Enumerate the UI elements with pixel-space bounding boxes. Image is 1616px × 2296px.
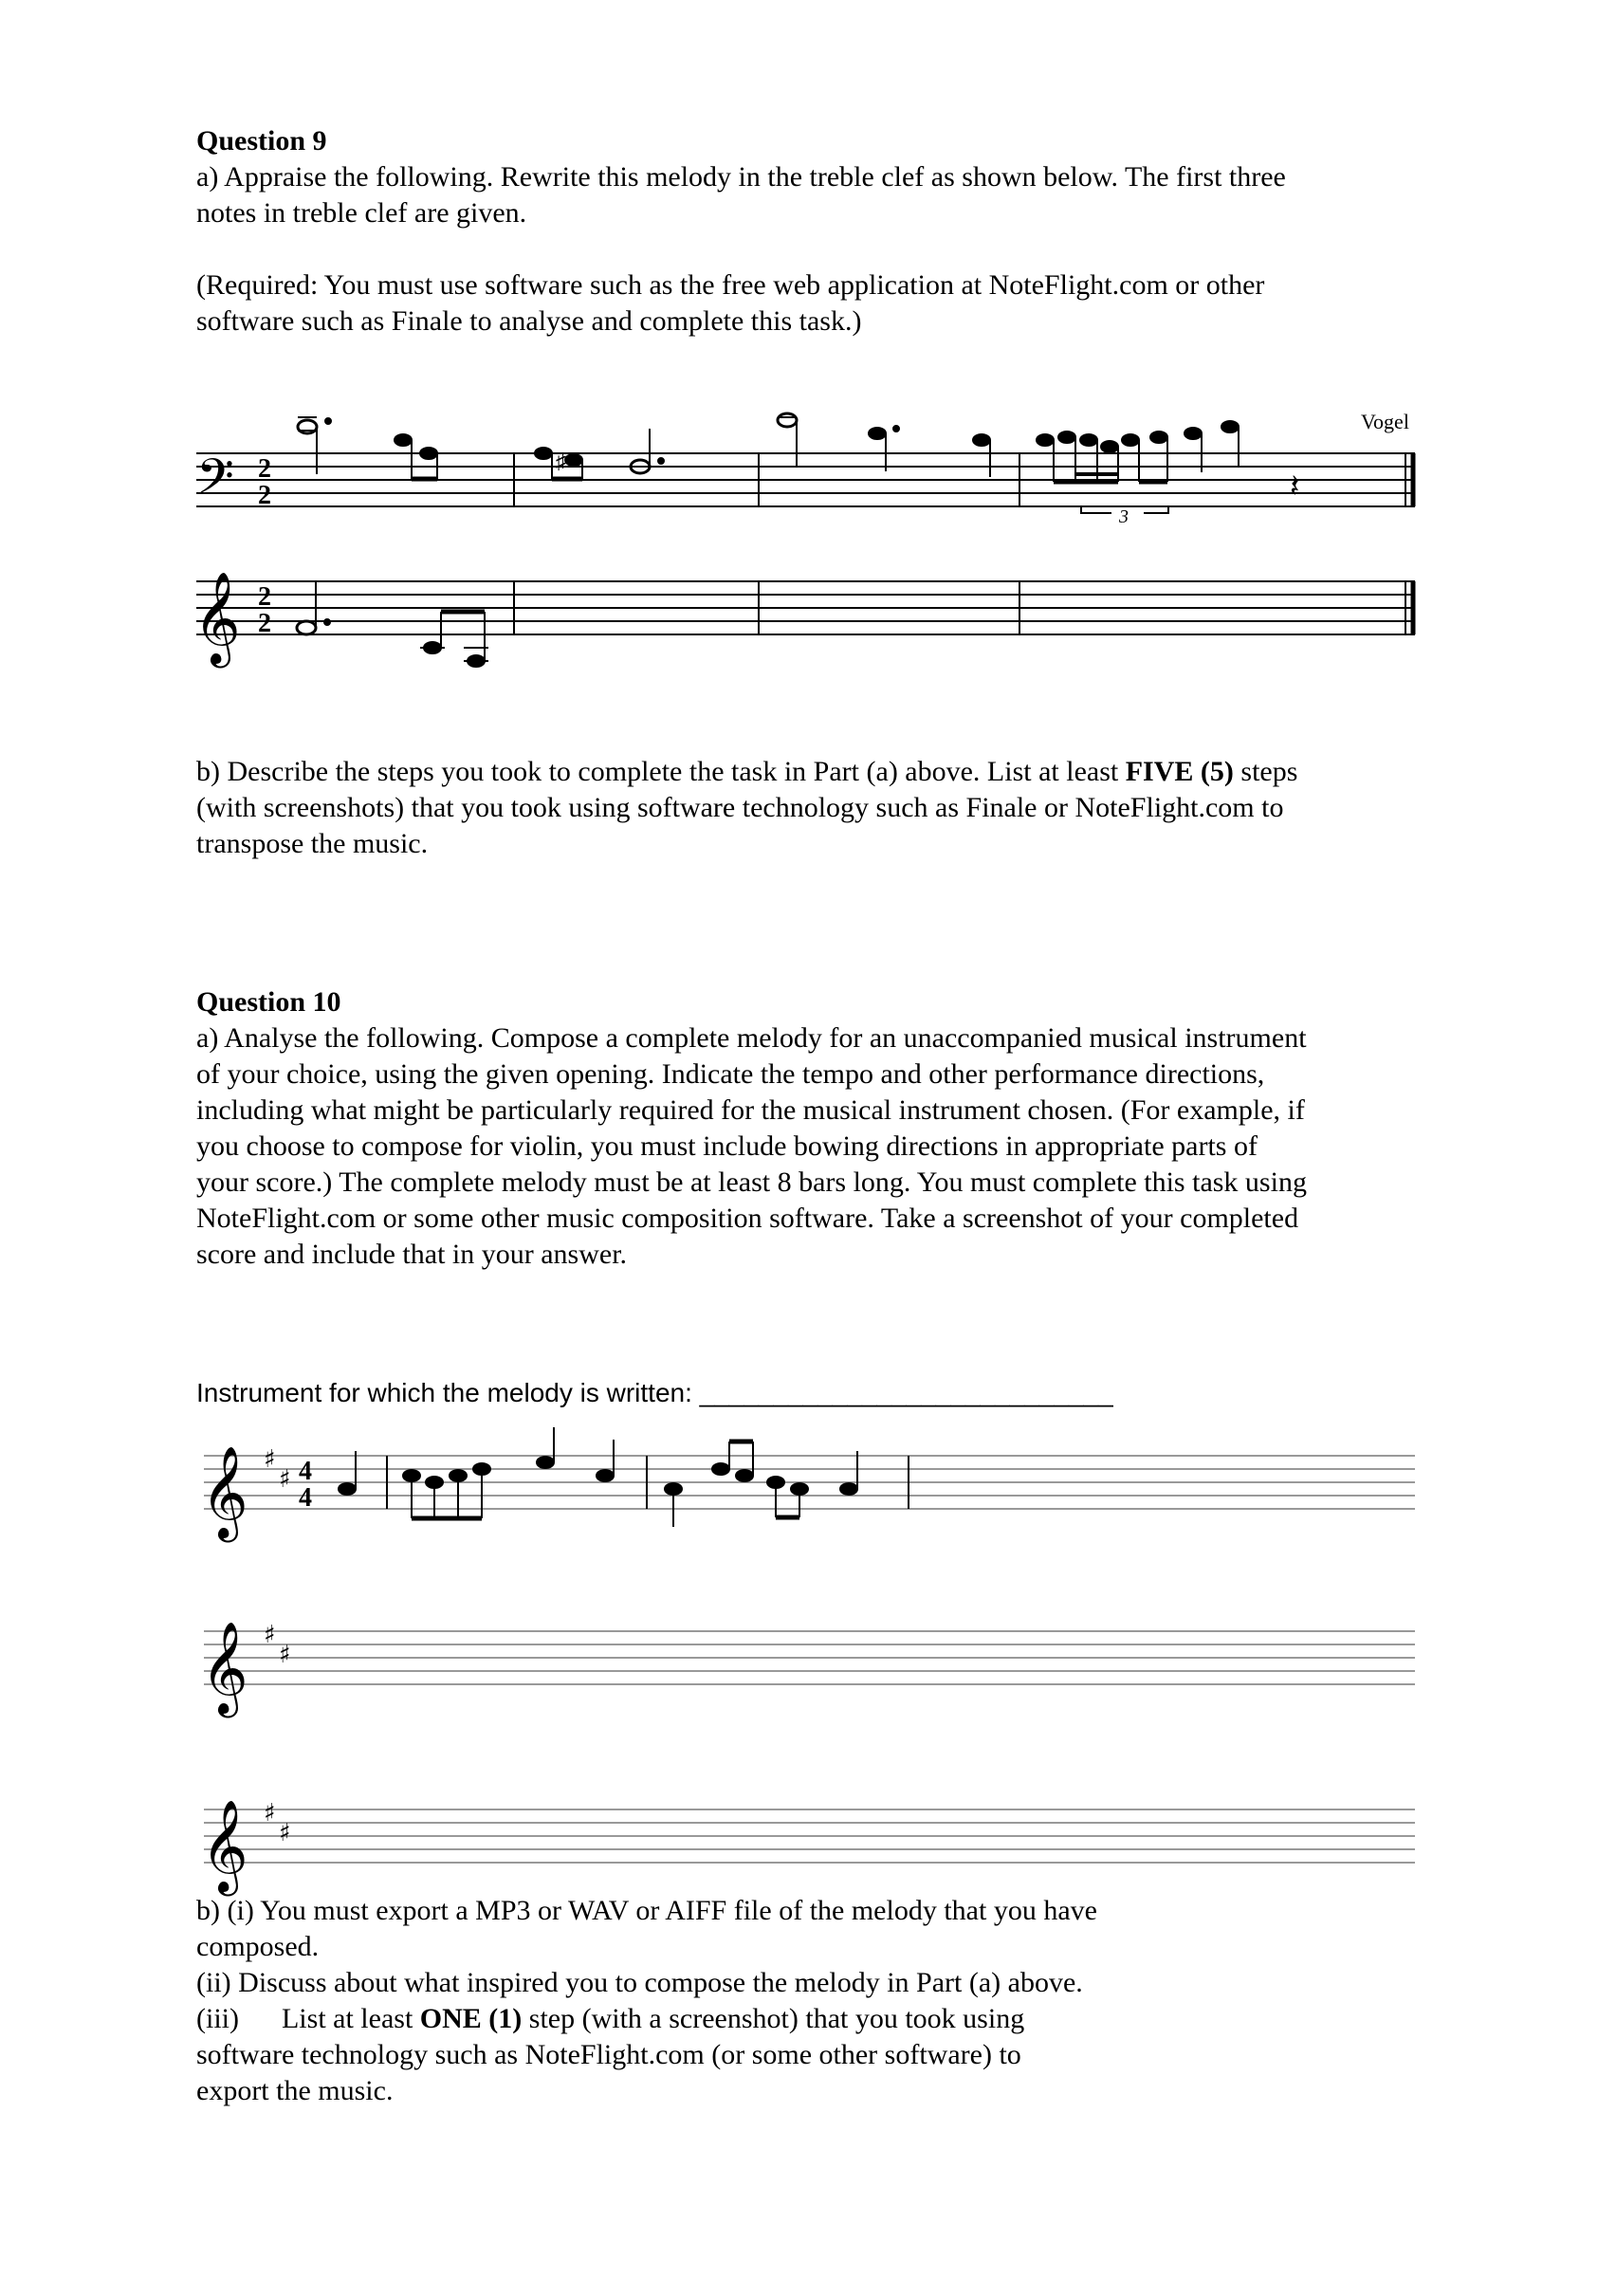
svg-text:𝄽: 𝄽 (1290, 469, 1300, 505)
q10-part-a-line-6: NoteFlight.com or some other music composition software. Take a screenshot of your completed (196, 1203, 1299, 1234)
q10-part-b-i-line-2: composed. (196, 1931, 320, 1962)
svg-text:♯: ♯ (264, 1621, 276, 1649)
svg-text:4: 4 (299, 1483, 312, 1513)
q9-required-line-1: (Required: You must use software such as the free web application at NoteFlight.com or other (196, 269, 1265, 301)
svg-text:♯: ♯ (556, 450, 566, 473)
svg-text:2: 2 (258, 454, 271, 484)
question-9-heading: Question 9 (196, 125, 327, 156)
q10-treble-clef-icon-2: 𝄞 (201, 1621, 248, 1714)
svg-text:♯: ♯ (279, 1819, 291, 1847)
q10-part-b-i-line-1: b) (i) You must export a MP3 or WAV or AIFF file of the melody that you have (196, 1895, 1097, 1926)
q10-part-a-line-2: of your choice, using the given opening. Indicate the tempo and other performance directions, (196, 1058, 1265, 1090)
q9-part-b-line-2: (with screenshots) that you took using software technology such as Finale or NoteFlight.com to (196, 792, 1284, 823)
q10-part-a-line-4: you choose to compose for violin, you must include bowing directions in appropriate parts of (196, 1130, 1258, 1162)
q9-part-b-line-3: transpose the music. (196, 828, 429, 859)
svg-text:2: 2 (258, 582, 271, 612)
svg-text:4: 4 (299, 1457, 312, 1486)
svg-text:♯: ♯ (264, 1445, 276, 1474)
q10-part-a-line-1: a) Analyse the following. Compose a complete melody for an unaccompanied musical instrument (196, 1022, 1307, 1054)
q10-part-b-ii: (ii) Discuss about what inspired you to compose the melody in Part (a) above. (196, 1967, 1083, 1998)
q9-part-a-line-2: notes in treble clef are given. (196, 197, 527, 229)
q10-given-notes (339, 1427, 857, 1527)
treble-clef-icon: 𝄞 (193, 571, 241, 664)
q10-part-b-iii-line-3: export the music. (196, 2075, 394, 2106)
q10-part-a-line-5: your score.) The complete melody must be at least 8 bars long. You must complete this task using (196, 1166, 1307, 1198)
q10-part-a-line-3: including what might be particularly required for the musical instrument chosen. (For example, if (196, 1094, 1305, 1126)
q10-staff-1 (204, 1456, 1415, 1509)
svg-text:♯: ♯ (279, 1465, 291, 1494)
q10-part-a-line-7: score and include that in your answer. (196, 1239, 628, 1270)
svg-text:♯: ♯ (264, 1799, 276, 1828)
q10-part-b-iii-line-2: software technology such as NoteFlight.com (or some other software) to (196, 2039, 1021, 2070)
q9-part-b-line-1: b) Describe the steps you took to complete the task in Part (a) above. List at least FIVE (5) steps (196, 756, 1298, 787)
q10-treble-clef-icon-3: 𝄞 (201, 1799, 248, 1892)
q10-treble-clef-icon-1: 𝄞 (201, 1445, 248, 1538)
q10-staff-2 (204, 1631, 1415, 1684)
q9-required-line-2: software such as Finale to analyse and complete this task.) (196, 305, 862, 337)
svg-text:2: 2 (258, 481, 271, 510)
q10-staff-3 (204, 1809, 1415, 1863)
bass-clef-icon: 𝄢 (196, 448, 234, 517)
q9-part-a-line-1: a) Appraise the following. Rewrite this melody in the treble clef as shown below. The first three (196, 161, 1286, 193)
q10-time-signature (299, 1457, 312, 1513)
q10-part-b-iii-line-1: (iii) List at least ONE (1) step (with a screenshot) that you took using (196, 2003, 1025, 2034)
instrument-label: Instrument for which the melody is written: ____________________________ (196, 1378, 1113, 1407)
triplet-number: 3 (1119, 506, 1129, 527)
question-10-heading: Question 10 (196, 986, 341, 1018)
composer-name: Vogel (1361, 410, 1409, 433)
svg-text:2: 2 (258, 609, 271, 638)
svg-text:♯: ♯ (279, 1641, 291, 1669)
